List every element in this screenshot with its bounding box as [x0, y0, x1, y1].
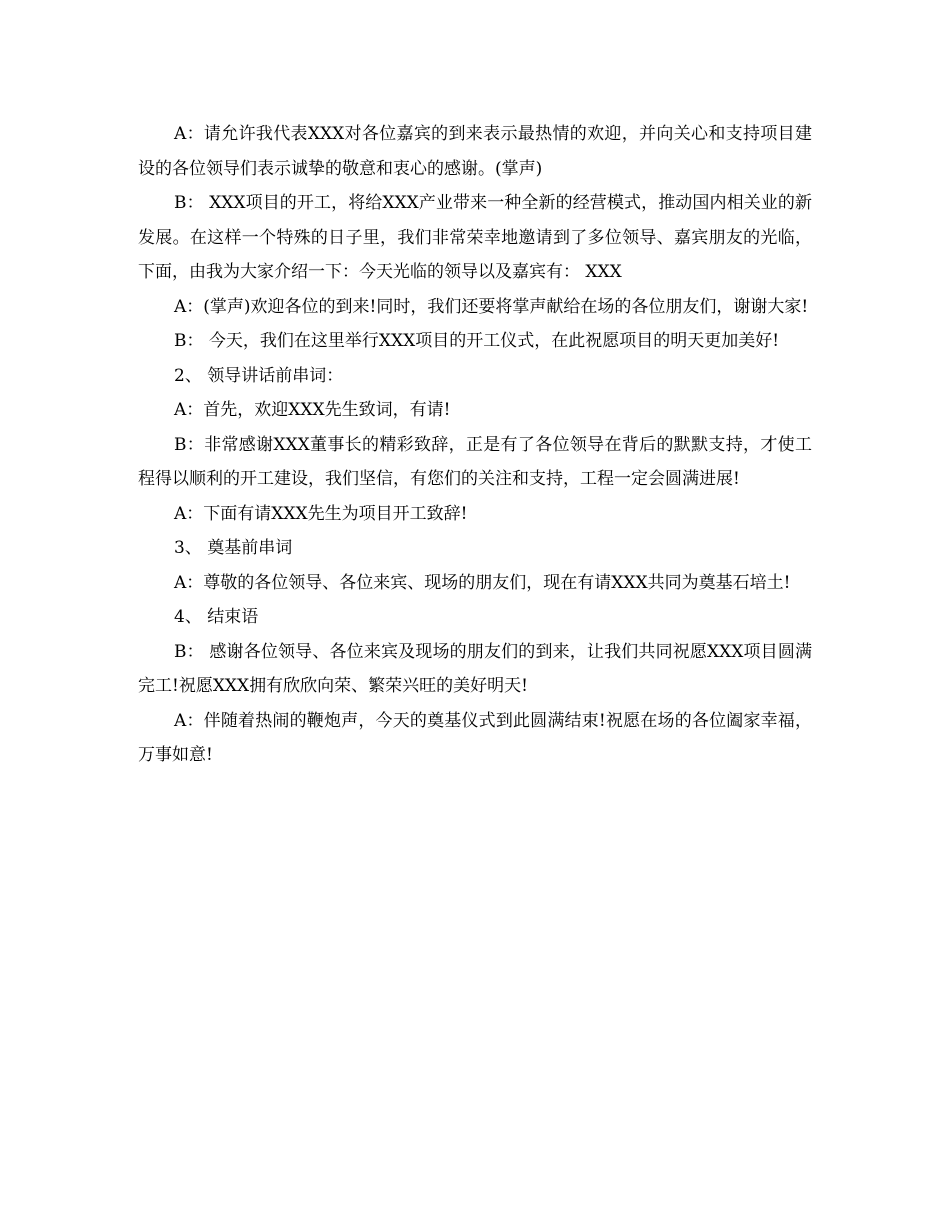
- paragraph-closing-wishes: A：伴随着热闹的鞭炮声，今天的奠基仪式到此圆满结束!祝愿在场的各位阖家幸福，万事如意!: [138, 710, 812, 765]
- paragraph-project-start: B： XXX项目的开工，将给XXX产业带来一种全新的经营模式，推动国内相关业的新发展。在这样一个特殊的日子里，我们非常荣幸地邀请到了多位领导、嘉宾朋友的光临，下面，由我为大家介绍一下：今天光临的领导以及嘉宾有： XXX: [138, 193, 812, 282]
- paragraph-thanks-chairman: B：非常感谢XXX董事长的精彩致辞，正是有了各位领导在背后的默默支持，才使工程得以顺利的开工建设，我们坚信，有您们的关注和支持，工程一定会圆满进展!: [138, 434, 812, 489]
- paragraph-invite-project-speech: A：下面有请XXX先生为项目开工致辞!: [174, 503, 468, 524]
- paragraph-applause: A：(掌声)欢迎各位的到来!同时，我们还要将掌声献给在场的各位朋友们，谢谢大家!: [174, 296, 809, 317]
- section-heading-leader-speech: 2、 领导讲话前串词：: [174, 365, 344, 386]
- paragraph-invite-speech: A：首先，欢迎XXX先生致词，有请!: [174, 400, 451, 420]
- section-heading-closing: 4、 结束语: [174, 607, 259, 627]
- paragraph-closing-thanks: B： 感谢各位领导、各位来宾及现场的朋友们的到来，让我们共同祝愿XXX项目圆满完工!祝愿XXX拥有欣欣向荣、繁荣兴旺的美好明天!: [138, 641, 812, 696]
- section-heading-groundbreaking: 3、 奠基前串词: [174, 538, 293, 558]
- document-body: [138, 117, 812, 773]
- paragraph-ceremony: B： 今天，我们在这里举行XXX项目的开工仪式，在此祝愿项目的明天更加美好!: [174, 331, 780, 351]
- paragraph-welcome: A：请允许我代表XXX对各位嘉宾的到来表示最热情的欢迎，并向关心和支持项目建设的各位领导们表示诚挚的敬意和衷心的感谢。(掌声): [138, 124, 812, 179]
- paragraph-foundation-stone: A：尊敬的各位领导、各位来宾、现场的朋友们，现在有请XXX共同为奠基石培土!: [174, 572, 791, 593]
